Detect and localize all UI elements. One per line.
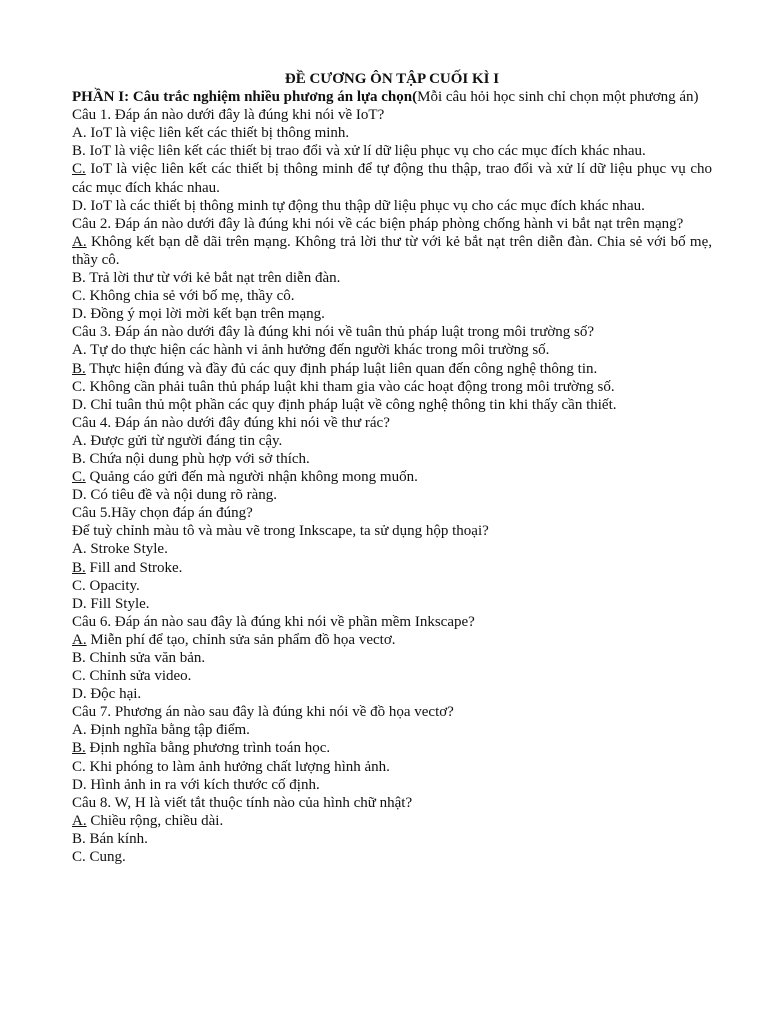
option-letter: D. <box>72 776 87 793</box>
section-heading-bold: PHẦN I: Câu trắc nghiệm nhiều phương án lựa chọn( <box>72 89 418 106</box>
question-text: Câu 6. Đáp án nào sau đây là đúng khi nói về phần mềm Inkscape? <box>72 613 475 630</box>
question-block <box>72 414 712 504</box>
question-text: Câu 1. Đáp án nào dưới đây là đúng khi nói về IoT? <box>72 107 385 124</box>
answer-option <box>72 776 712 794</box>
option-text: Có tiêu đề và nội dung rõ ràng. <box>90 487 277 504</box>
option-letter: B. <box>72 143 86 160</box>
option-letter: A. <box>72 342 87 359</box>
answer-option <box>72 305 712 323</box>
answer-option <box>72 631 712 649</box>
answer-option <box>72 287 712 305</box>
option-text: Khi phóng to làm ảnh hưởng chất lượng hình ảnh. <box>89 758 390 775</box>
option-letter: D. <box>72 197 87 214</box>
question-text: Câu 2. Đáp án nào dưới đây là đúng khi nói về các biện pháp phòng chống hành vi bắt nạt trên mạng? <box>72 215 684 232</box>
document-page <box>72 70 712 866</box>
question-text: Câu 4. Đáp án nào dưới đây đúng khi nói về thư rác? <box>72 414 390 431</box>
answer-option <box>72 341 712 359</box>
option-text: IoT là các thiết bị thông minh tự động thu thập dữ liệu phục vụ cho các mục đích khác nhau. <box>90 197 645 214</box>
correct-option-letter: B. <box>72 360 86 377</box>
question-block <box>72 613 712 703</box>
option-text: Fill Style. <box>90 595 150 612</box>
answer-option <box>72 486 712 504</box>
option-text: Stroke Style. <box>90 541 168 558</box>
option-text: IoT là việc liên kết các thiết bị thông minh để tự động thu thập, trao đổi và xử lí dữ liệu phục vụ cho các mục đích khác nhau. <box>72 161 713 196</box>
option-letter: B. <box>72 650 86 666</box>
option-text: Miễn phí để tạo, chỉnh sửa sản phẩm đồ họa vectơ. <box>90 631 396 648</box>
section-heading-note: Mỗi câu hỏi học sinh chỉ chọn một phương án) <box>417 89 699 106</box>
answer-option <box>72 812 712 830</box>
option-letter: C. <box>72 577 86 594</box>
answer-option <box>72 468 712 486</box>
option-letter: D. <box>72 686 87 703</box>
option-text: Được gửi từ người đáng tin cậy. <box>90 432 283 449</box>
correct-option-letter: A. <box>72 233 87 250</box>
option-text: Hình ảnh in ra với kích thước cố định. <box>90 776 320 793</box>
option-text: Chứa nội dung phù hợp với sở thích. <box>89 450 310 467</box>
document-title: ĐỀ CƯƠNG ÔN TẬP CUỐI KÌ I <box>284 71 500 87</box>
answer-option <box>72 540 712 558</box>
option-letter: A. <box>72 125 87 142</box>
correct-option-letter: B. <box>72 740 86 757</box>
option-text: IoT là việc liên kết các thiết bị thông minh. <box>90 125 350 142</box>
option-text: Tự do thực hiện các hành vi ảnh hưởng đến người khác trong môi trường số. <box>90 342 550 359</box>
question-text: Câu 5.Hãy chọn đáp án đúng? <box>72 505 253 522</box>
option-letter: C. <box>72 668 86 685</box>
correct-option-letter: B. <box>72 559 86 576</box>
answer-option <box>72 142 712 160</box>
option-letter: A. <box>72 432 87 449</box>
answer-option <box>72 721 712 739</box>
option-text: Opacity. <box>89 577 140 594</box>
correct-option-letter: A. <box>72 812 87 829</box>
answer-option <box>72 378 712 396</box>
question-block <box>72 703 712 793</box>
correct-option-letter: C. <box>72 469 86 486</box>
option-text: Quảng cáo gửi đến mà người nhận không mong muốn. <box>89 469 418 486</box>
option-text: Định nghĩa bằng tập điểm. <box>90 722 250 739</box>
option-text: Trả lời thư từ với kẻ bắt nạt trên diễn đàn. <box>89 270 341 287</box>
option-text: IoT là việc liên kết các thiết bị trao đổi và xử lí dữ liệu phục vụ cho các mục đích khác nhau. <box>89 143 646 160</box>
answer-option <box>72 830 712 848</box>
option-text: Đồng ý mọi lời mời kết bạn trên mạng. <box>90 306 325 323</box>
question-text: Để tuỳ chỉnh màu tô và màu vẽ trong Inkscape, ta sử dụng hộp thoại? <box>72 523 489 540</box>
option-letter: B. <box>72 830 86 847</box>
answer-option <box>72 559 712 577</box>
question-text: Câu 3. Đáp án nào dưới đây là đúng khi nói về tuân thủ pháp luật trong môi trường số? <box>72 324 595 341</box>
question-block <box>72 504 712 613</box>
answer-option <box>72 667 712 685</box>
option-letter: C. <box>72 849 86 866</box>
answer-option <box>72 233 712 269</box>
question-text: Câu 7. Phương án nào sau đây là đúng khi nói về đồ họa vectơ? <box>72 704 454 721</box>
option-letter: C. <box>72 758 86 775</box>
answer-option <box>72 649 712 667</box>
answer-option <box>72 758 712 776</box>
answer-option <box>72 360 712 378</box>
question-block <box>72 794 712 866</box>
option-text: Bán kính. <box>89 830 148 847</box>
option-text: Thực hiện đúng và đầy đủ các quy định pháp luật liên quan đến công nghệ thông tin. <box>89 360 598 377</box>
question-block <box>72 106 712 215</box>
option-text: Không chia sẻ với bố mẹ, thầy cô. <box>89 288 295 305</box>
answer-option <box>72 197 712 215</box>
answer-option <box>72 450 712 468</box>
section-heading <box>72 88 712 106</box>
answer-option <box>72 160 712 196</box>
option-letter: A. <box>72 722 87 739</box>
answer-option <box>72 685 712 703</box>
option-letter: A. <box>72 541 87 558</box>
option-text: Không kết bạn dễ dãi trên mạng. Không trả lời thư từ với kẻ bắt nạt trên diễn đàn. Chia sẻ với bố mẹ, thầy cô. <box>72 233 712 268</box>
answer-option <box>72 396 712 414</box>
option-text: Định nghĩa bằng phương trình toán học. <box>89 740 331 757</box>
correct-option-letter: A. <box>72 631 87 648</box>
option-letter: B. <box>72 450 86 467</box>
option-letter: C. <box>72 378 86 395</box>
answer-option <box>72 124 712 142</box>
option-letter: D. <box>72 306 87 323</box>
option-letter: D. <box>72 487 87 504</box>
option-letter: B. <box>72 270 86 287</box>
answer-option <box>72 848 712 866</box>
option-letter: D. <box>72 595 87 612</box>
answer-option <box>72 577 712 595</box>
option-text: Độc hại. <box>90 686 142 703</box>
answer-option <box>72 432 712 450</box>
answer-option <box>72 595 712 613</box>
option-text: Không cần phải tuân thủ pháp luật khi tham gia vào các hoạt động trong môi trường số. <box>89 378 615 395</box>
option-text: Cung. <box>89 849 126 866</box>
option-letter: D. <box>72 396 87 413</box>
option-text: Chỉ tuân thủ một phần các quy định pháp luật về công nghệ thông tin khi thấy cần thiết. <box>90 396 617 413</box>
option-text: Chỉnh sửa văn bản. <box>89 650 206 666</box>
question-text: Câu 8. W, H là viết tắt thuộc tính nào của hình chữ nhật? <box>72 794 413 811</box>
question-list <box>72 106 712 866</box>
option-text: Chỉnh sửa video. <box>89 668 192 685</box>
option-text: Fill and Stroke. <box>89 559 183 576</box>
question-block <box>72 323 712 413</box>
question-block <box>72 215 712 324</box>
option-text: Chiều rộng, chiều dài. <box>90 812 224 829</box>
answer-option <box>72 269 712 287</box>
option-letter: C. <box>72 288 86 305</box>
correct-option-letter: C. <box>72 161 86 178</box>
answer-option <box>72 739 712 757</box>
